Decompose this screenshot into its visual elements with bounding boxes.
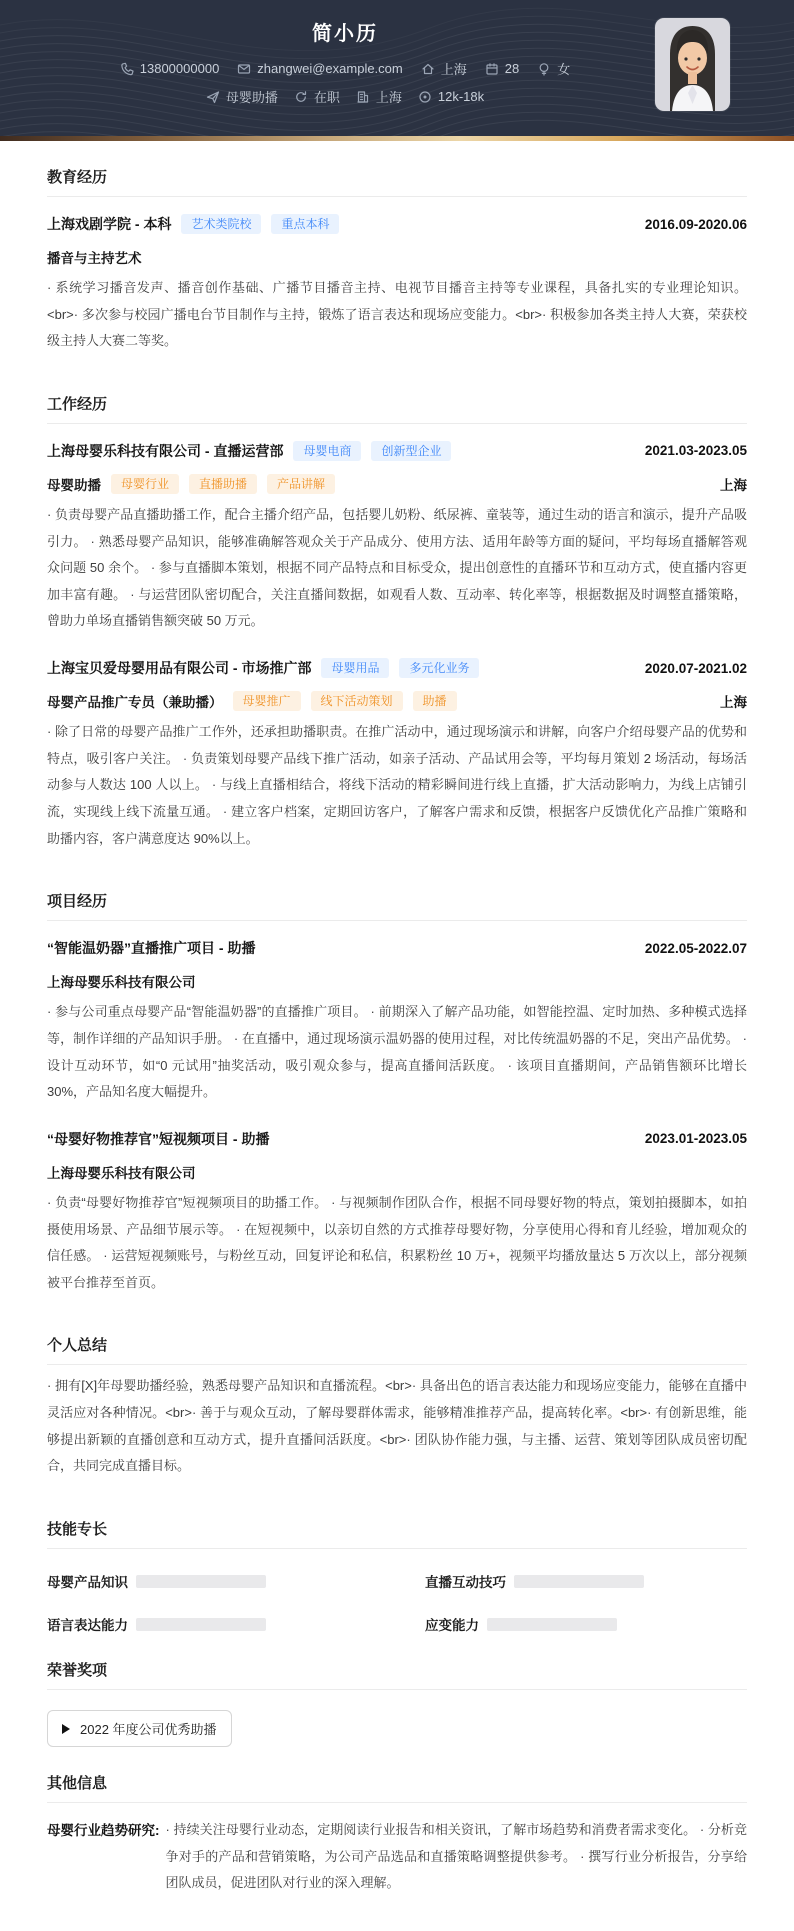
section-summary [47, 1309, 747, 1480]
email-field [237, 61, 402, 76]
age-field [485, 61, 519, 76]
skill-label: 母婴产品知识 [47, 1575, 128, 1591]
company-tag: 多元化业务 [399, 658, 479, 678]
work-entry-head [47, 658, 747, 678]
project-entry [47, 938, 747, 1106]
honor-expand-button[interactable] [47, 1710, 232, 1747]
skills-grid [47, 1571, 747, 1634]
status-icon [294, 90, 308, 104]
building-icon [356, 90, 370, 104]
work-entry-head [47, 441, 747, 461]
work-location: 上海 [720, 695, 747, 711]
work-date: 2021.03-2023.05 [644, 443, 747, 459]
phone-icon [120, 62, 134, 76]
project-description: · 参与公司重点母婴产品“智能温奶器”的直播推广项目。 · 前期深入了解产品功能，如智能控温、定时加热、多种模式选择等，制作详细的产品知识手册。 · 在直播中，通过现场演示温奶器的使用过程，对比传统温奶器的不足，突出产品优势。 · 设计互动环节，如“0 元试用”抽奖活动，吸引观众参与，提高直播间活跃度。 · 该项目直播期间，产品销售额环比增长 30%，产品知名度大幅提升。 [47, 1004, 747, 1100]
major-name: 播音与主持艺术 [47, 251, 142, 266]
email-value: zhangwei@example.com [257, 61, 403, 76]
skill-bar [514, 1575, 644, 1588]
summary-description: · 拥有[X]年母婴助播经验，熟悉母婴产品知识和直播流程。<br>· 具备出色的语言表达能力和现场应变能力，能够在直播中灵活应对各种情况。<br>· 善于与观众互动，了解母婴群体需求，能够精准推荐产品，提高转化率。<br>· 有创新思维，能够提出新颖的直播创意和互动方式，提升直播间活跃度。<br>· 团队协作能力强，与主播、运营、策划等团队成员密切配合，共同完成直播目标。 [47, 1378, 747, 1474]
salary-field [418, 89, 484, 104]
phone-field [120, 61, 220, 76]
section-honors [47, 1634, 747, 1747]
resume-body [0, 141, 794, 1931]
section-work [47, 368, 747, 852]
role-tag: 母婴行业 [111, 474, 179, 494]
school-name: 上海戏剧学院 - 本科 [47, 216, 172, 232]
age-value: 28 [504, 61, 520, 76]
work-date: 2020.07-2021.02 [644, 660, 747, 676]
other-info-row [47, 1817, 747, 1897]
work-entry [47, 441, 747, 635]
gender-field [537, 59, 570, 78]
section-title-education: 教育经历 [47, 141, 747, 197]
work-role-row [47, 691, 747, 711]
section-title-projects: 项目经历 [47, 865, 747, 921]
gender-value: 女 [557, 62, 571, 77]
work-city-value: 上海 [375, 90, 402, 105]
work-description: · 负责母婴产品直播助播工作，配合主播介绍产品，包括婴儿奶粉、纸尿裤、童装等，通过生动的语言和演示，提升产品吸引力。 · 熟悉母婴产品知识，能够准确解答观众关于产品成分、使用方法、适用年龄等方面的疑问，平均每场直播解答观众问题 50 余个。 · 参与直播脚本策划，根据不同产品特点和目标受众，提出创意性的直播环节和互动方式，使直播内容更加丰富有趣。 · 与运营团队密切配合，关注直播间数据，如观看人数、互动率、转化率等，根据数据及时调整直播策略，曾助力单场直播销售额突破 50 万元。 [47, 506, 747, 629]
expand-arrow-icon [62, 1724, 70, 1734]
skill-bar [136, 1575, 266, 1588]
work-role-row [47, 474, 747, 494]
education-description: · 系统学习播音发声、播音创作基础、广播节目播音主持、电视节目播音主持等专业课程，具备扎实的专业理论知识。<br>· 多次参与校园广播电台节目制作与主持，锻炼了语言表达和现场应变能力。<br>· 积极参加各类主持人大赛，荣获校级主持人大赛二等奖。 [47, 280, 747, 349]
work-description: · 除了日常的母婴产品推广工作外，还承担助播职责。在推广活动中，通过现场演示和讲解，向客户介绍母婴产品的优势和特点，吸引客户关注。 · 负责策划母婴产品线下推广活动，如亲子活动、产品试用会等，平均每月策划 2 场活动，每场活动参与人数达 100 人以上。 · 与线上直播相结合，将线下活动的精彩瞬间进行线上直播，扩大活动影响力，为线上店铺引流，实现线上线下流量互通。 · 建立客户档案，定期回访客户，了解客户需求和反馈，根据客户反馈优化产品推广策略和助播内容，客户满意度达 90%以上。 [47, 724, 747, 846]
city-value: 上海 [440, 62, 467, 77]
job-intention-field [206, 87, 278, 106]
school-tag: 艺术类院校 [181, 214, 261, 234]
role-name: 母婴助播 [47, 477, 101, 493]
send-icon [206, 90, 220, 104]
other-info-label: 母婴行业趋势研究: [47, 1823, 160, 1839]
section-skills [47, 1493, 747, 1634]
company-name: 上海母婴乐科技有限公司 - 直播运营部 [47, 442, 284, 459]
age-icon [485, 62, 499, 76]
resume-header [0, 0, 794, 136]
phone-value: 13800000000 [139, 61, 220, 76]
role-tag: 产品讲解 [267, 474, 335, 494]
role-tag: 助播 [413, 691, 457, 711]
section-title-skills: 技能专长 [47, 1493, 747, 1549]
skill-label: 应变能力 [425, 1618, 479, 1634]
skill-bar [487, 1618, 617, 1631]
section-title-other: 其他信息 [47, 1747, 747, 1803]
company-tag: 创新型企业 [371, 441, 451, 461]
mail-icon [237, 62, 251, 76]
project-date: 2023.01-2023.05 [644, 1131, 747, 1147]
job-intention-value: 母婴助播 [225, 90, 278, 105]
job-status-field [294, 87, 340, 106]
role-tag: 直播助播 [189, 474, 257, 494]
company-tag: 母婴电商 [293, 441, 361, 461]
skill-label: 直播互动技巧 [425, 1575, 506, 1591]
skill-item [47, 1614, 369, 1634]
home-icon [421, 62, 435, 76]
school-tag: 重点本科 [271, 214, 339, 234]
project-entry-head [47, 938, 747, 958]
resume-title: 简小历 [312, 23, 378, 45]
section-title-work: 工作经历 [47, 368, 747, 424]
role-tag: 母婴推广 [233, 691, 301, 711]
skill-item [425, 1571, 747, 1591]
gender-icon [537, 62, 551, 76]
project-description: · 负责“母婴好物推荐官”短视频项目的助播工作。 · 与视频制作团队合作，根据不同母婴好物的特点，策划拍摄脚本，如拍摄使用场景、产品细节展示等。 · 在短视频中，以亲切自然的方式推荐母婴好物，分享使用心得和育儿经验，增加观众的信任感。 · 运营短视频账号，与粉丝互动，回复评论和私信，积累粉丝 10 万+，视频平均播放量达 5 万次以上，部分视频被平台推荐至首页。 [47, 1194, 747, 1290]
contact-row-1 [0, 59, 690, 78]
skill-item [425, 1614, 747, 1634]
project-entry [47, 1129, 747, 1297]
salary-value: 12k-18k [437, 89, 485, 104]
section-title-honors: 荣誉奖项 [47, 1634, 747, 1690]
company-tag: 母婴用品 [321, 658, 389, 678]
section-education [47, 141, 747, 355]
section-title-summary: 个人总结 [47, 1309, 747, 1365]
education-entry-head [47, 214, 747, 234]
city-field [421, 59, 467, 78]
contact-row-2 [0, 87, 690, 106]
honor-label: 2022 年度公司优秀助播 [80, 1722, 217, 1738]
other-info-description: · 持续关注母婴行业动态，定期阅读行业报告和相关资讯，了解市场趋势和消费者需求变化。 · 分析竞争对手的产品和营销策略，为公司产品选品和直播策略调整提供参考。 · 撰写行业分析报告，分享给团队成员，促进团队对行业的深入理解。 [165, 1822, 747, 1891]
salary-target-icon [418, 90, 432, 104]
work-entry [47, 658, 747, 852]
job-status-value: 在职 [313, 90, 340, 105]
work-location: 上海 [720, 477, 747, 493]
project-company: 上海母婴乐科技有限公司 [47, 975, 196, 991]
skill-item [47, 1571, 369, 1591]
work-city-field [356, 87, 402, 106]
profile-photo-image [655, 18, 730, 111]
company-name: 上海宝贝爱母婴用品有限公司 - 市场推广部 [47, 660, 312, 677]
header-info [0, 0, 690, 106]
role-tag: 线下活动策划 [311, 691, 403, 711]
section-other [47, 1747, 747, 1897]
skill-label: 语言表达能力 [47, 1618, 128, 1634]
role-name: 母婴产品推广专员（兼助播） [47, 695, 223, 711]
profile-photo [655, 18, 730, 111]
project-entry-head [47, 1129, 747, 1149]
section-projects [47, 865, 747, 1296]
project-name: “智能温奶器”直播推广项目 - 助播 [47, 940, 256, 957]
project-company: 上海母婴乐科技有限公司 [47, 1165, 196, 1181]
project-date: 2022.05-2022.07 [644, 940, 747, 956]
skill-bar [136, 1618, 266, 1631]
education-date: 2016.09-2020.06 [644, 216, 747, 232]
project-name: “母婴好物推荐官”短视频项目 - 助播 [47, 1130, 270, 1147]
